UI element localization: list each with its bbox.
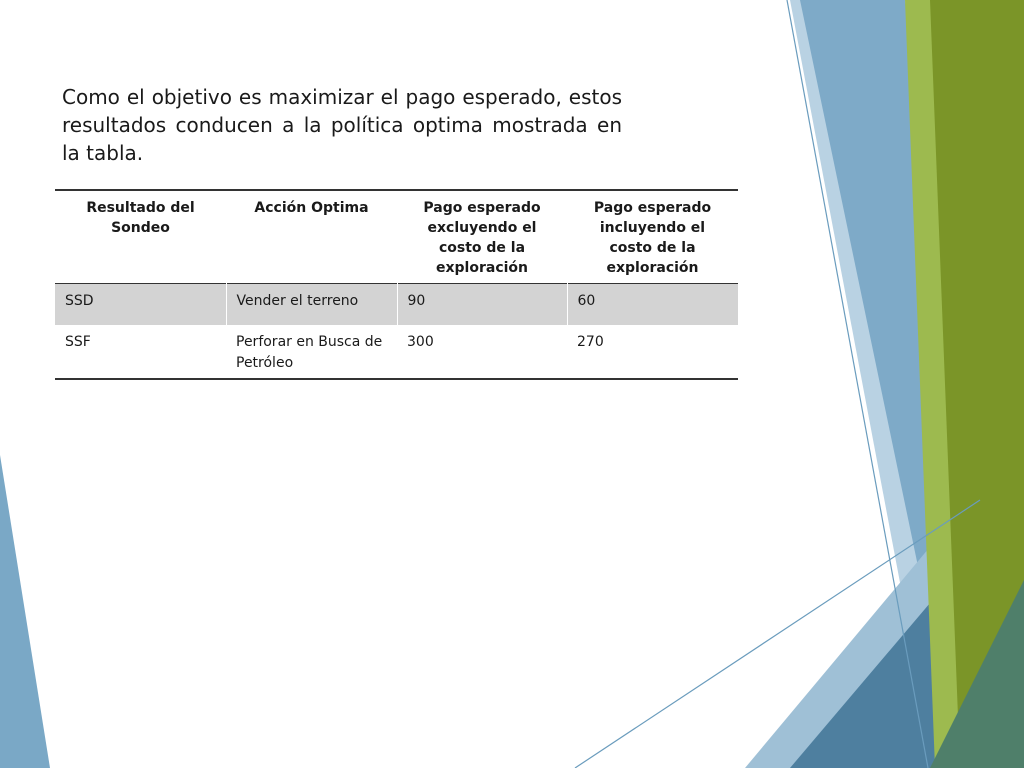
cell-survey-result: SSD bbox=[55, 284, 226, 326]
intro-paragraph: Como el objetivo es maximizar el pago esperado, estos resultados conducen a la política optima mostrada en la tabla. bbox=[62, 85, 622, 165]
table-header-row bbox=[55, 190, 738, 284]
cell-optimal-action: Vender el terreno bbox=[226, 284, 397, 326]
cell-payoff-including-cost: 270 bbox=[577, 334, 604, 350]
cell-payoff-excluding-cost: 300 bbox=[407, 334, 434, 350]
accent-line-2 bbox=[575, 500, 980, 768]
lower-dark-blue bbox=[790, 550, 1024, 768]
lower-diagonal-blue bbox=[745, 500, 1024, 768]
cell-optimal-action: Perforar en Busca de Petróleo bbox=[236, 334, 383, 371]
right-green-band bbox=[905, 0, 1024, 768]
left-blue-sliver bbox=[0, 455, 50, 768]
policy-table-container bbox=[55, 189, 738, 380]
table-row bbox=[55, 284, 738, 326]
table-row bbox=[55, 325, 738, 379]
cell-survey-result: SSF bbox=[65, 334, 91, 350]
right-olive-band bbox=[930, 0, 1024, 768]
optimal-policy-table bbox=[55, 189, 738, 380]
cell-payoff-excluding-cost: 90 bbox=[397, 284, 567, 326]
right-light-blue-band bbox=[790, 0, 970, 768]
right-mid-blue-band bbox=[800, 0, 1000, 768]
header-survey-result: Resultado del Sondeo bbox=[86, 200, 195, 236]
header-payoff-including-cost: Pago esperado incluyendo el costo de la exploración bbox=[593, 200, 712, 276]
header-payoff-excluding-cost: Pago esperado excluyendo el costo de la exploración bbox=[423, 200, 541, 276]
accent-line-1 bbox=[787, 0, 928, 768]
header-optimal-action: Acción Optima bbox=[254, 200, 369, 216]
cell-payoff-including-cost: 60 bbox=[567, 284, 738, 326]
lower-right-teal bbox=[930, 580, 1024, 768]
